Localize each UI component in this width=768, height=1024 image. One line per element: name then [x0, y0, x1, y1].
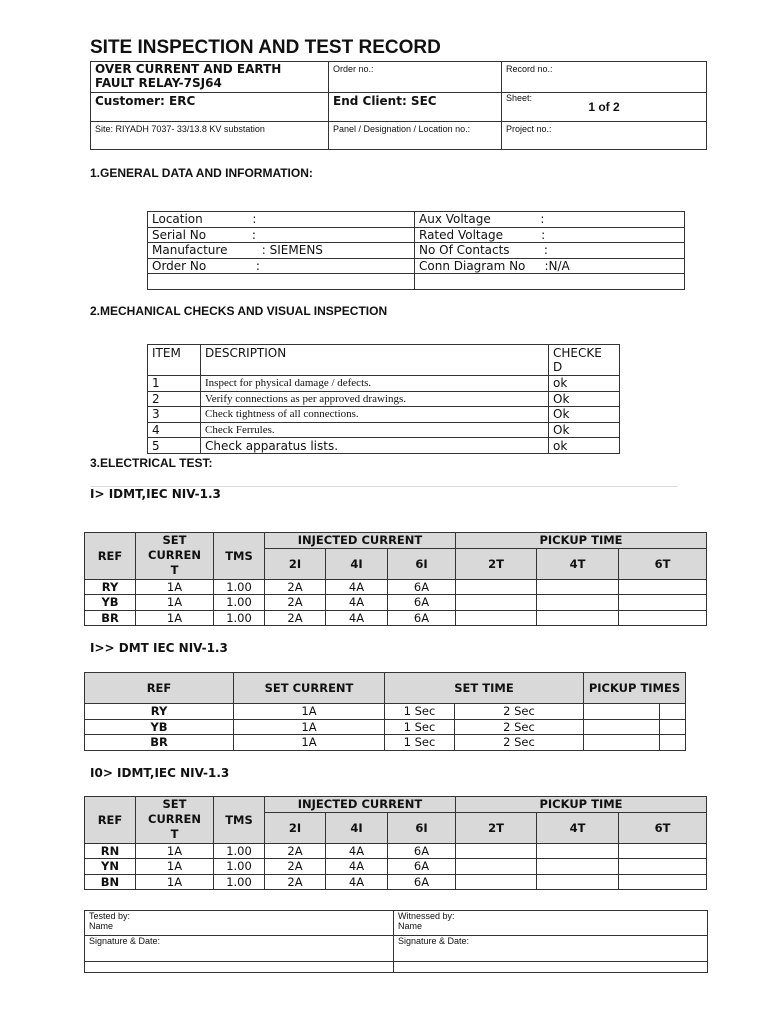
set-current: 1A — [136, 859, 214, 875]
4i-header: 4I — [326, 812, 388, 843]
witnessed-by-name-label: Name — [398, 921, 423, 931]
ref: RY — [85, 579, 136, 595]
end-client-cell — [329, 93, 502, 122]
injected-4i: 4A — [326, 579, 388, 595]
table-row — [85, 595, 707, 611]
table-row — [85, 735, 686, 751]
ref: YN — [85, 859, 136, 875]
2i-header: 2I — [265, 548, 326, 579]
sheet-cell — [502, 93, 707, 122]
injected-2i: 2A — [265, 859, 326, 875]
pickup-6t — [619, 610, 707, 626]
6i-header: 6I — [388, 548, 456, 579]
injected-4i: 4A — [326, 874, 388, 890]
injected-6i: 6A — [388, 595, 456, 611]
signoff-table — [84, 910, 708, 973]
pickup-time-2 — [659, 719, 685, 735]
pickup-time-2 — [659, 735, 685, 751]
item-checked: Ok — [549, 391, 620, 407]
4t-header: 4T — [537, 812, 619, 843]
pickup-time-1 — [583, 719, 659, 735]
item-number: 2 — [148, 391, 201, 407]
set-time-1: 1 Sec — [385, 704, 455, 720]
2t-header: 2T — [456, 548, 537, 579]
injected-6i: 6A — [388, 859, 456, 875]
set-time-1: 1 Sec — [385, 719, 455, 735]
gen-cell: Rated Voltage : — [415, 227, 685, 243]
table-row — [85, 579, 707, 595]
injected-4i: 4A — [326, 843, 388, 859]
table-row — [148, 376, 620, 392]
set-time-2: 2 Sec — [455, 719, 584, 735]
set-current-header — [136, 533, 214, 580]
gen-cell: Manufacture : SIEMENS — [148, 243, 415, 259]
item-checked: Ok — [549, 422, 620, 438]
blank-cell — [85, 962, 394, 973]
gen-cell — [148, 274, 415, 290]
witnessed-signature-label: Signature & Date: — [394, 936, 708, 962]
6i-header: 6I — [388, 812, 456, 843]
2t-header: 2T — [456, 812, 537, 843]
tms: 1.00 — [214, 579, 265, 595]
set-time-1: 1 Sec — [385, 735, 455, 751]
gen-cell: Order No : — [148, 258, 415, 274]
col-description-header: DESCRIPTION — [201, 345, 549, 376]
gen-cell: Aux Voltage : — [415, 212, 685, 228]
tested-by-label: Tested by: — [89, 911, 131, 921]
injected-6i: 6A — [388, 843, 456, 859]
witnessed-by-cell — [394, 911, 708, 936]
set-current: 1A — [136, 843, 214, 859]
section-2-heading: 2.MECHANICAL CHECKS AND VISUAL INSPECTION — [90, 304, 388, 318]
set-current-header-line-2: CURREN — [148, 812, 201, 827]
set-current-header: SET CURRENT — [234, 673, 385, 704]
pickup-6t — [619, 859, 707, 875]
set-current: 1A — [136, 595, 214, 611]
set-current: 1A — [234, 704, 385, 720]
4t-header: 4T — [537, 548, 619, 579]
ref: BR — [85, 735, 234, 751]
6t-header: 6T — [619, 548, 707, 579]
panel-label: Panel / Designation / Location no.: — [329, 122, 502, 150]
injected-6i: 6A — [388, 874, 456, 890]
device-line-1: OVER CURRENT AND EARTH — [95, 62, 282, 76]
injected-6i: 6A — [388, 610, 456, 626]
customer-cell — [91, 93, 329, 122]
pickup-4t — [537, 579, 619, 595]
witnessed-by-label: Witnessed by: — [398, 911, 455, 921]
6t-header: 6T — [619, 812, 707, 843]
injected-current-header: INJECTED CURRENT — [265, 797, 456, 813]
pickup-6t — [619, 595, 707, 611]
col-checked-header — [549, 345, 620, 376]
tested-by-name-label: Name — [89, 921, 114, 931]
set-current-header-line-2: CURREN — [148, 548, 201, 563]
injected-4i: 4A — [326, 610, 388, 626]
sheet-value: 1 of 2 — [588, 100, 620, 114]
item-description: Inspect for physical damage / defects. — [201, 376, 549, 392]
ref: YB — [85, 719, 234, 735]
tms: 1.00 — [214, 874, 265, 890]
section-1-heading: 1.GENERAL DATA AND INFORMATION: — [90, 166, 313, 180]
pickup-time-header: PICKUP TIME — [456, 797, 707, 813]
table-row — [85, 719, 686, 735]
table-row — [85, 874, 707, 890]
set-time-2: 2 Sec — [455, 704, 584, 720]
injected-2i: 2A — [265, 843, 326, 859]
pickup-4t — [537, 595, 619, 611]
item-checked: ok — [549, 438, 620, 454]
set-current-header-line-3: T — [170, 563, 179, 578]
ref-header: REF — [85, 797, 136, 844]
injected-4i: 4A — [326, 595, 388, 611]
idmt-phase-test-table — [84, 532, 707, 626]
mechanical-checks-table — [147, 344, 620, 454]
item-number: 3 — [148, 407, 201, 423]
device-cell — [91, 62, 329, 93]
tms-header: TMS — [214, 533, 265, 580]
injected-2i: 2A — [265, 579, 326, 595]
test-1-subheading: I> IDMT,IEC NIV-1.3 — [90, 487, 221, 501]
col-item-header: ITEM — [148, 345, 201, 376]
4i-header: 4I — [326, 548, 388, 579]
customer: Customer: ERC — [95, 94, 196, 108]
project-no-label: Project no.: — [502, 122, 707, 150]
item-description: Check tightness of all connections. — [201, 407, 549, 423]
injected-2i: 2A — [265, 610, 326, 626]
pickup-time-2 — [659, 704, 685, 720]
set-current: 1A — [136, 610, 214, 626]
pickup-2t — [456, 843, 537, 859]
table-row — [148, 422, 620, 438]
set-current-header-line-3: T — [170, 827, 179, 842]
pickup-time-1 — [583, 704, 659, 720]
injected-4i: 4A — [326, 859, 388, 875]
device-line-2: FAULT RELAY-7SJ64 — [95, 76, 222, 90]
table-row — [85, 843, 707, 859]
general-data-table — [147, 211, 685, 290]
pickup-6t — [619, 843, 707, 859]
item-description: Check Ferrules. — [201, 422, 549, 438]
ref-header: REF — [85, 673, 234, 704]
item-checked: Ok — [549, 407, 620, 423]
set-current: 1A — [234, 735, 385, 751]
blank-cell — [394, 962, 708, 973]
ref: RN — [85, 843, 136, 859]
table-row — [85, 704, 686, 720]
set-current: 1A — [136, 579, 214, 595]
idmt-earth-test-table — [84, 796, 707, 890]
pickup-2t — [456, 579, 537, 595]
gen-cell: Serial No : — [148, 227, 415, 243]
col-checked-header-line-2: D — [553, 360, 563, 374]
sheet-label: Sheet: — [506, 93, 533, 103]
pickup-2t — [456, 874, 537, 890]
pickup-6t — [619, 579, 707, 595]
pickup-2t — [456, 859, 537, 875]
ref-header: REF — [85, 533, 136, 580]
item-description: Check apparatus lists. — [201, 438, 549, 454]
tms-header: TMS — [214, 797, 265, 844]
tms: 1.00 — [214, 595, 265, 611]
pickup-4t — [537, 859, 619, 875]
pickup-4t — [537, 610, 619, 626]
site: Site: RIYADH 7037- 33/13.8 KV substation — [91, 122, 329, 150]
pickup-4t — [537, 843, 619, 859]
tms: 1.00 — [214, 843, 265, 859]
pickup-6t — [619, 874, 707, 890]
tested-signature-label: Signature & Date: — [85, 936, 394, 962]
header-table — [90, 61, 707, 150]
injected-2i: 2A — [265, 595, 326, 611]
set-current: 1A — [234, 719, 385, 735]
ref: BN — [85, 874, 136, 890]
injected-2i: 2A — [265, 874, 326, 890]
order-no-label: Order no.: — [329, 62, 502, 93]
item-checked: ok — [549, 376, 620, 392]
set-current-header-line-1: SET — [162, 797, 187, 812]
gen-cell — [415, 274, 685, 290]
injected-6i: 6A — [388, 579, 456, 595]
pickup-2t — [456, 595, 537, 611]
2i-header: 2I — [265, 812, 326, 843]
pickup-time-1 — [583, 735, 659, 751]
pickup-time-header: PICKUP TIME — [456, 533, 707, 549]
test-3-subheading: I0> IDMT,IEC NIV-1.3 — [90, 766, 230, 780]
ref: YB — [85, 595, 136, 611]
ref: BR — [85, 610, 136, 626]
set-time-2: 2 Sec — [455, 735, 584, 751]
pickup-times-header: PICKUP TIMES — [583, 673, 685, 704]
pickup-2t — [456, 610, 537, 626]
tested-by-cell — [85, 911, 394, 936]
record-no-label: Record no.: — [502, 62, 707, 93]
item-number: 4 — [148, 422, 201, 438]
table-row — [148, 391, 620, 407]
tms: 1.00 — [214, 859, 265, 875]
page-title: SITE INSPECTION AND TEST RECORD — [90, 37, 441, 58]
injected-current-header: INJECTED CURRENT — [265, 533, 456, 549]
set-current: 1A — [136, 874, 214, 890]
section-3-heading: 3.ELECTRICAL TEST: — [90, 456, 213, 470]
set-current-header-line-1: SET — [162, 533, 187, 548]
set-time-header: SET TIME — [385, 673, 584, 704]
gen-cell: Conn Diagram No :N/A — [415, 258, 685, 274]
table-row — [85, 859, 707, 875]
ref: RY — [85, 704, 234, 720]
pickup-4t — [537, 874, 619, 890]
gen-cell: No Of Contacts : — [415, 243, 685, 259]
test-2-subheading: I>> DMT IEC NIV-1.3 — [90, 641, 228, 655]
item-description: Verify connections as per approved drawings. — [201, 391, 549, 407]
item-number: 1 — [148, 376, 201, 392]
set-current-header — [136, 797, 214, 844]
table-row — [148, 438, 620, 454]
table-row — [148, 407, 620, 423]
table-row — [85, 610, 707, 626]
gen-cell: Location : — [148, 212, 415, 228]
end-client: End Client: SEC — [333, 94, 437, 108]
item-number: 5 — [148, 438, 201, 454]
dmt-test-table — [84, 672, 686, 751]
col-checked-header-line-1: CHECKE — [553, 346, 602, 360]
tms: 1.00 — [214, 610, 265, 626]
